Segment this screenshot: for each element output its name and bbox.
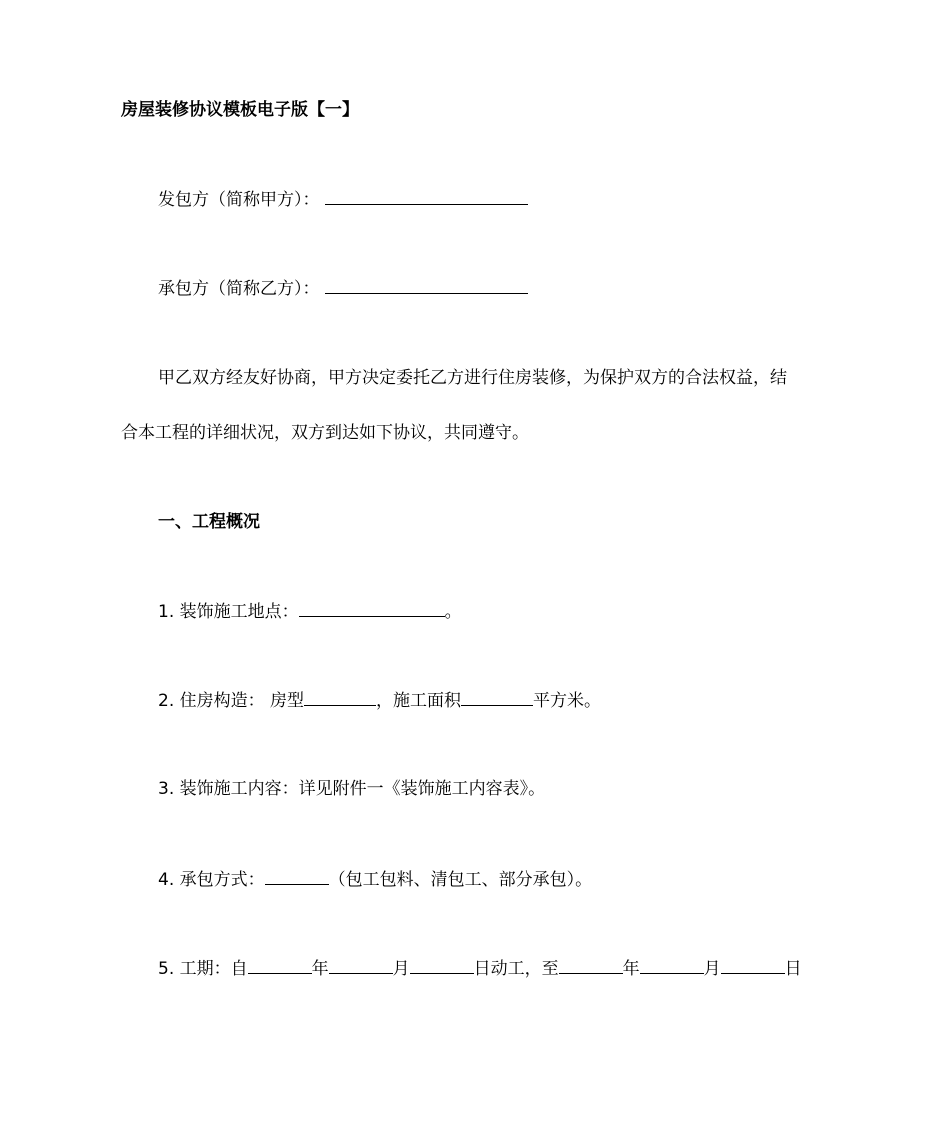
item-5-label: 5. 工期：自 (158, 959, 248, 979)
section-heading: 一、工程概况 (158, 512, 260, 532)
party-b-line (158, 276, 528, 301)
party-a-blank[interactable] (325, 187, 528, 205)
item-1-label: 1. 装饰施工地点： (158, 602, 299, 622)
start-month-label: 月 (392, 959, 410, 979)
item-4-suffix: （包工包料、清包工、部分承包）。 (328, 870, 593, 890)
intro-line-1: 甲乙双方经友好协商，甲方决定委托乙方进行住房装修，为保护双方的合法权益，结 (158, 368, 787, 388)
item-1 (158, 599, 462, 624)
document-title: 房屋装修协议模板电子版【一】 (121, 100, 359, 120)
start-month-blank[interactable] (329, 956, 393, 974)
item-2-label: 2. 住房构造： 房型 (158, 691, 305, 711)
start-year-label: 年 (311, 959, 329, 979)
start-day-blank[interactable] (410, 956, 474, 974)
item-2-suffix: 平方米。 (533, 691, 602, 711)
item-2-middle: ，施工面积 (376, 691, 462, 711)
start-year-blank[interactable] (248, 956, 312, 974)
location-blank[interactable] (299, 599, 445, 617)
area-blank[interactable] (461, 688, 533, 706)
party-b-blank[interactable] (325, 276, 528, 294)
end-day-label: 日 (784, 959, 802, 979)
contract-method-blank[interactable] (265, 867, 329, 885)
party-a-line (158, 187, 528, 212)
item-4-label: 4. 承包方式： (158, 870, 265, 890)
end-month-label: 月 (703, 959, 721, 979)
item-1-suffix: 。 (444, 602, 462, 622)
item-4 (158, 867, 592, 892)
item-5 (158, 956, 802, 981)
room-type-blank[interactable] (304, 688, 376, 706)
party-b-label: 承包方（简称乙方）： (158, 279, 320, 299)
item-2 (158, 688, 601, 713)
item-3: 3. 装饰施工内容：详见附件一《装饰施工内容表》。 (158, 779, 546, 799)
end-month-blank[interactable] (640, 956, 704, 974)
end-year-blank[interactable] (559, 956, 623, 974)
party-a-label: 发包方（简称甲方）： (158, 190, 320, 210)
end-year-label: 年 (622, 959, 640, 979)
end-day-blank[interactable] (721, 956, 785, 974)
intro-line-2: 合本工程的详细状况，双方到达如下协议，共同遵守。 (121, 423, 529, 443)
start-day-label: 日动工，至 (473, 959, 559, 979)
